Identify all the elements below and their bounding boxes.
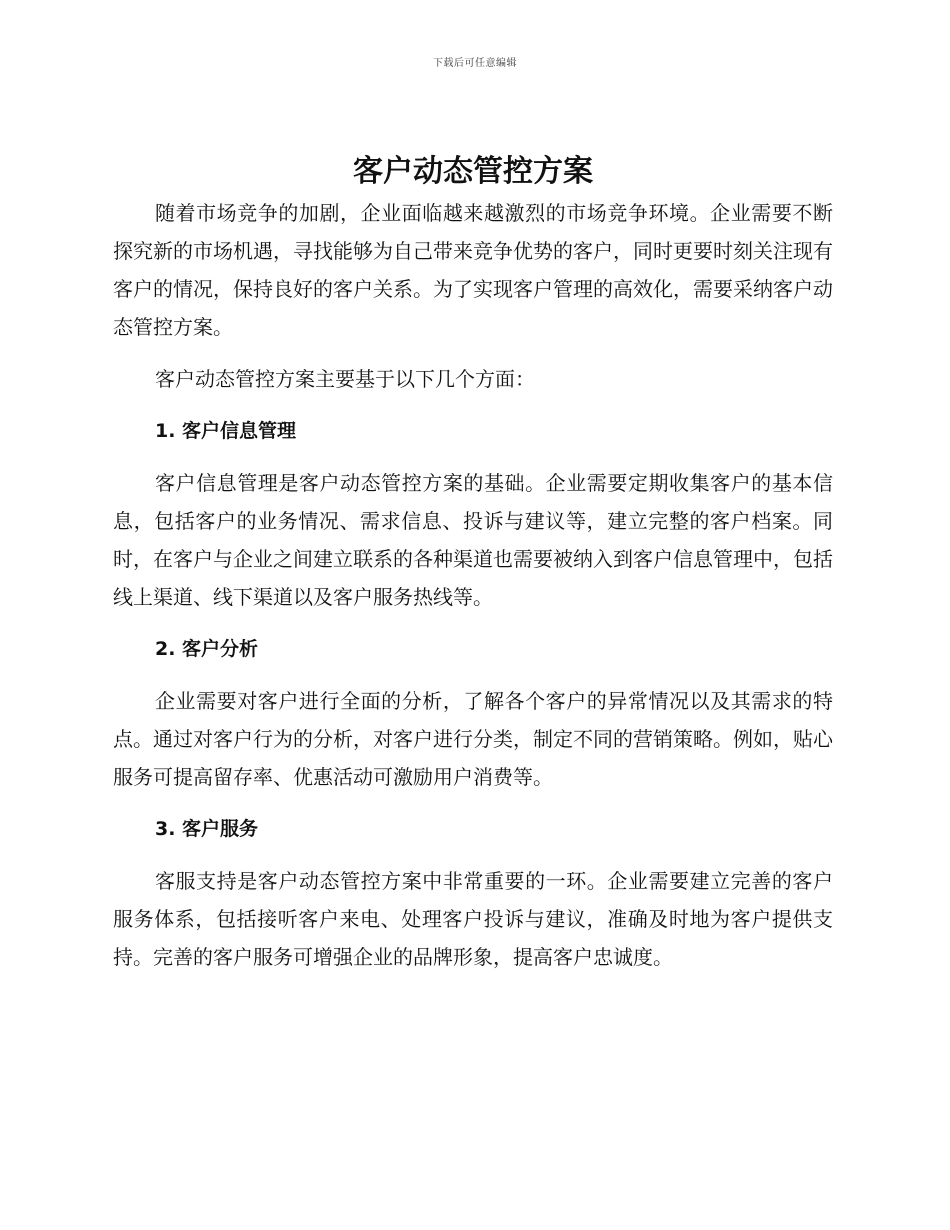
lead-paragraph: 客户动态管控方案主要基于以下几个方面：: [155, 367, 535, 391]
document-title: 客户动态管控方案: [353, 154, 593, 189]
intro-paragraph: 随着市场竞争的加剧，企业面临越来越激烈的市场竞争环境。企业需要不断探究新的市场机遇，寻找能够为自己带来竞争优势的客户，同时更要时刻关注现有客户的情况，保持良好的客户关系。为了实现客户管理的高效化，需要采纳客户动态管控方案。: [113, 201, 833, 339]
section-body-customer-analysis: 企业需要对客户进行全面的分析，了解各个客户的异常情况以及其需求的特点。通过对客户行为的分析，对客户进行分类，制定不同的营销策略。例如，贴心服务可提高留存率、优惠活动可激励用户消费等。: [113, 689, 833, 789]
page-header: 下载后可任意编辑: [433, 58, 517, 69]
document-body: [113, 150, 833, 976]
section-heading-customer-analysis: 2. 客户分析: [155, 638, 259, 660]
section-body-customer-service: 客服支持是客户动态管控方案中非常重要的一环。企业需要建立完善的客户服务体系，包括接听客户来电、处理客户投诉与建议，准确及时地为客户提供支持。完善的客户服务可增强企业的品牌形象，提高客户忠诚度。: [113, 869, 833, 969]
section-heading-customer-service: 3. 客户服务: [155, 818, 259, 840]
section-heading-customer-info: 1. 客户信息管理: [155, 420, 297, 442]
section-body-customer-info: 客户信息管理是客户动态管控方案的基础。企业需要定期收集客户的基本信息，包括客户的业务情况、需求信息、投诉与建议等，建立完整的客户档案。同时，在客户与企业之间建立联系的各种渠道也需要被纳入到客户信息管理中，包括线上渠道、线下渠道以及客户服务热线等。: [113, 471, 833, 609]
